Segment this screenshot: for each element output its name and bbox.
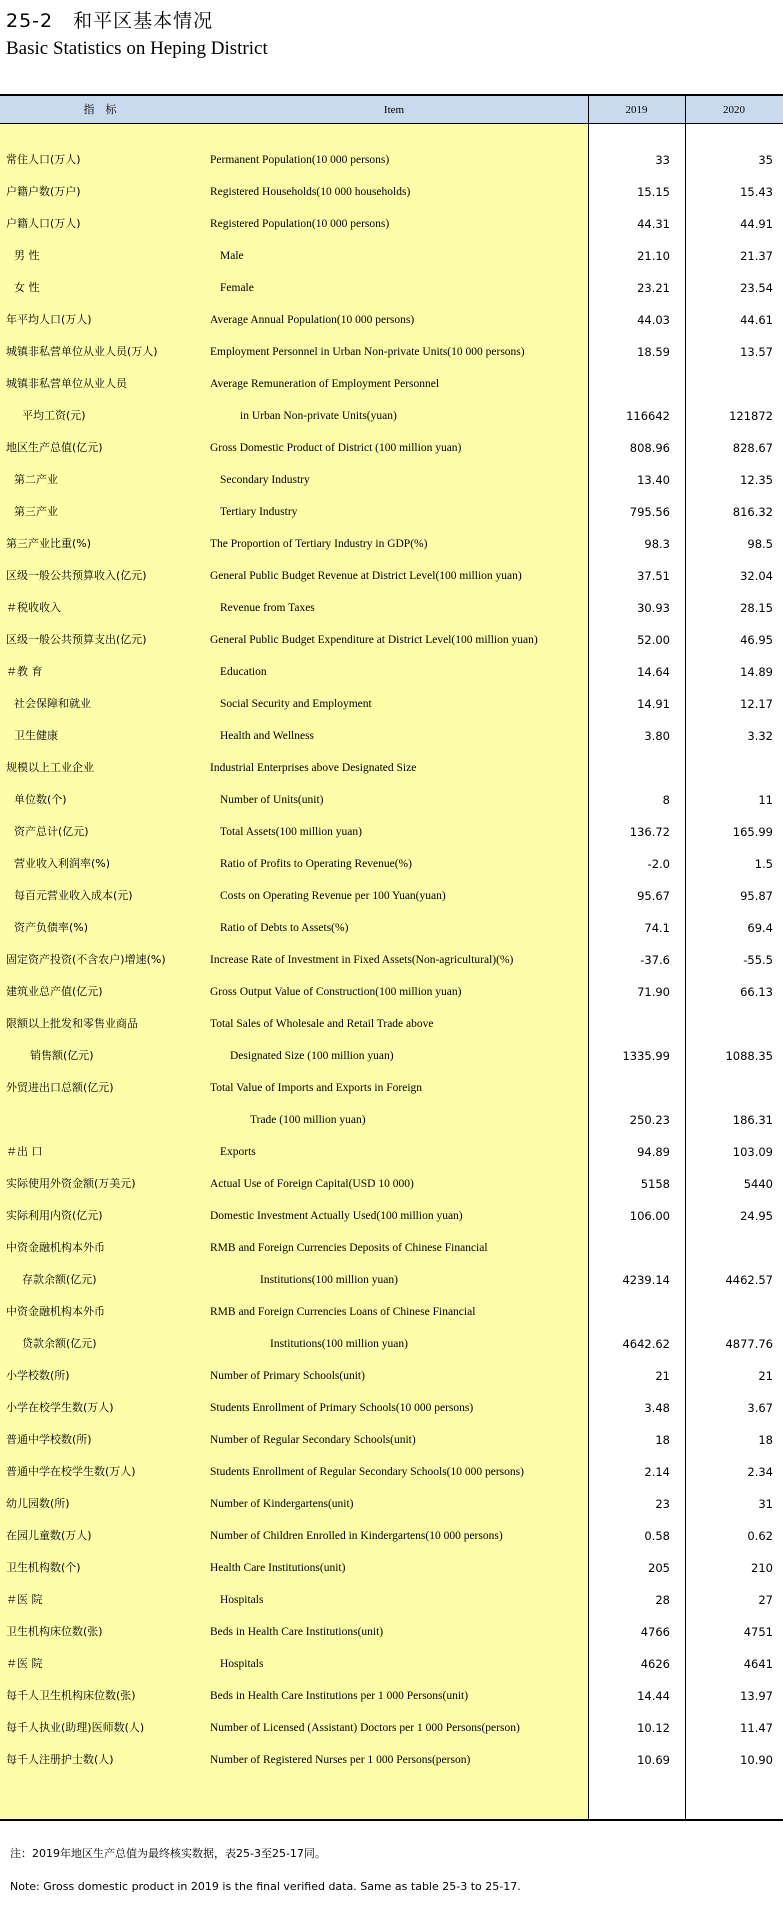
row-item-en: Students Enrollment of Primary Schools(10 000 persons) [210,1402,474,1414]
row-value-2019: 37.51 [637,569,670,583]
row-item-en: Health and Wellness [220,730,315,742]
row-value-2020: 2.34 [747,1465,773,1479]
row-item-en: General Public Budget Revenue at District Level(100 million yuan) [210,570,522,582]
row-value-2019: 30.93 [637,601,670,615]
row-value-2019: 5158 [640,1177,670,1191]
table-row [0,976,783,1008]
table-row [0,496,783,528]
row-item-en: Secondary Industry [220,474,310,486]
row-indicator-cn: 普通中学校数(所) [6,1433,92,1446]
row-value-2019: 14.44 [637,1689,670,1703]
row-value-2020: 0.62 [747,1529,773,1543]
row-value-2019: 21.10 [637,249,670,263]
table-row [0,752,783,784]
table-body [0,124,783,1821]
row-indicator-cn: ＃税收收入 [6,601,61,614]
row-item-en: Industrial Enterprises above Designated Size [210,762,417,774]
row-value-2020: 35 [758,153,773,167]
row-value-2020: 13.97 [740,1689,773,1703]
table-row [0,400,783,432]
row-item-en: Number of Licensed (Assistant) Doctors per 1 000 Persons(person) [210,1722,520,1734]
row-indicator-cn: 幼儿园数(所) [6,1497,70,1510]
table-row [0,560,783,592]
row-value-2020: 95.87 [740,889,773,903]
row-indicator-cn: 每千人卫生机构床位数(张) [6,1689,136,1702]
row-item-en: Number of Primary Schools(unit) [210,1370,365,1382]
row-value-2019: 4626 [640,1657,670,1671]
row-value-2019: -2.0 [647,857,670,871]
row-value-2019: 10.12 [637,1721,670,1735]
header-2020: 2020 [723,104,745,116]
row-item-en: Total Value of Imports and Exports in Foreign [210,1082,423,1094]
table-row [0,1232,783,1264]
row-indicator-cn: 资产总计(亿元) [14,825,89,838]
row-item-en: Institutions(100 million yuan) [270,1338,408,1350]
table-row [0,1424,783,1456]
row-value-2020: 12.35 [740,473,773,487]
table-row [0,464,783,496]
note-en: Note: Gross domestic product in 2019 is the final verified data. Same as table 25-3 to 25-17. [10,1880,521,1893]
table-row [0,1168,783,1200]
row-indicator-cn: 区级一般公共预算支出(亿元) [6,633,147,646]
table-row [0,1072,783,1104]
row-value-2019: 136.72 [629,825,670,839]
row-value-2020: 1.5 [754,857,773,871]
row-value-2020: 210 [751,1561,773,1575]
note-cn: 注：2019年地区生产总值为最终核实数据，表25-3至25-17同。 [10,1847,326,1860]
row-item-en: Employment Personnel in Urban Non-private Units(10 000 persons) [210,346,525,358]
row-indicator-cn: 中资金融机构本外币 [6,1305,105,1318]
row-value-2020: 31 [758,1497,773,1511]
header-indicator: 指 标 [83,103,117,116]
row-item-en: Costs on Operating Revenue per 100 Yuan(yuan) [220,890,446,902]
table-row [0,1584,783,1616]
row-item-en: Social Security and Employment [220,698,372,710]
row-item-en: Beds in Health Care Institutions per 1 000 Persons(unit) [210,1690,469,1702]
row-item-en: Actual Use of Foreign Capital(USD 10 000) [210,1178,414,1190]
row-item-en: Total Sales of Wholesale and Retail Trade above [210,1018,434,1030]
row-indicator-cn: 固定资产投资(不含农户)增速(%) [6,953,166,966]
row-value-2020: 69.4 [747,921,773,935]
row-value-2020: -55.5 [743,953,773,967]
table-row [0,368,783,400]
row-value-2019: 74.1 [644,921,670,935]
table-row [0,1744,783,1776]
row-value-2019: 33 [655,153,670,167]
row-value-2020: 816.32 [732,505,773,519]
table-row [0,592,783,624]
row-item-en: RMB and Foreign Currencies Deposits of Chinese Financial [210,1242,488,1254]
row-indicator-cn: 每百元营业收入成本(元) [14,889,133,902]
row-item-en: Institutions(100 million yuan) [260,1274,398,1286]
row-value-2019: 23 [655,1497,670,1511]
row-value-2019: 250.23 [629,1113,670,1127]
row-value-2019: 1335.99 [622,1049,670,1063]
row-indicator-cn: 常住人口(万人) [6,153,81,166]
row-indicator-cn: 实际使用外资金额(万美元) [6,1177,136,1190]
table-row [0,176,783,208]
row-indicator-cn: 在园儿童数(万人) [6,1529,92,1542]
row-value-2020: 23.54 [740,281,773,295]
table-row [0,1104,783,1136]
row-indicator-cn: 平均工资(元) [22,409,86,422]
row-value-2020: 4462.57 [725,1273,773,1287]
row-value-2020: 44.61 [740,313,773,327]
table-header [0,94,783,124]
row-value-2019: 44.03 [637,313,670,327]
row-value-2020: 4877.76 [725,1337,773,1351]
row-indicator-cn: ＃医 院 [6,1593,43,1606]
row-indicator-cn: 户籍户数(万户) [6,185,81,198]
row-item-en: Increase Rate of Investment in Fixed Assets(Non-agricultural)(%) [210,954,514,966]
row-indicator-cn: 中资金融机构本外币 [6,1241,105,1254]
table-row [0,624,783,656]
table-row [0,1008,783,1040]
row-item-en: Average Annual Population(10 000 persons) [210,314,415,326]
row-item-en: Hospitals [220,1658,264,1670]
row-item-en: Domestic Investment Actually Used(100 million yuan) [210,1210,463,1222]
row-value-2019: 808.96 [629,441,670,455]
table-row [0,1680,783,1712]
row-indicator-cn: 第三产业 [14,505,58,518]
row-item-en: Permanent Population(10 000 persons) [210,154,390,166]
row-indicator-cn: 营业收入利润率(%) [14,857,111,870]
row-item-en: Number of Children Enrolled in Kindergartens(10 000 persons) [210,1530,503,1542]
row-value-2019: 116642 [626,409,670,423]
row-item-en: Average Remuneration of Employment Personnel [210,378,440,390]
row-value-2020: 103.09 [732,1145,773,1159]
row-indicator-cn: 单位数(个) [14,793,67,806]
row-value-2020: 14.89 [740,665,773,679]
table-row [0,1456,783,1488]
table-row [0,1360,783,1392]
row-item-en: General Public Budget Expenditure at District Level(100 million yuan) [210,634,538,646]
row-value-2020: 46.95 [740,633,773,647]
row-value-2019: 106.00 [629,1209,670,1223]
table-row [0,720,783,752]
row-item-en: Designated Size (100 million yuan) [230,1050,394,1062]
table-row [0,1712,783,1744]
header-item: Item [383,104,405,116]
row-indicator-cn: 第二产业 [14,473,58,486]
row-value-2019: 94.89 [637,1145,670,1159]
row-indicator-cn: 男 性 [14,249,40,262]
table-row [0,336,783,368]
table-row [0,1136,783,1168]
row-value-2020: 5440 [743,1177,773,1191]
row-value-2019: 52.00 [637,633,670,647]
row-value-2019: 4642.62 [622,1337,670,1351]
row-value-2019: 13.40 [637,473,670,487]
row-item-en: Registered Households(10 000 households) [210,186,411,198]
row-item-en: RMB and Foreign Currencies Loans of Chinese Financial [210,1306,476,1318]
row-indicator-cn: 区级一般公共预算收入(亿元) [6,569,147,582]
row-value-2019: 15.15 [637,185,670,199]
row-value-2019: 23.21 [637,281,670,295]
row-value-2020: 18 [758,1433,773,1447]
row-item-en: Number of Regular Secondary Schools(unit) [210,1434,416,1446]
row-value-2020: 24.95 [740,1209,773,1223]
row-item-en: Tertiary Industry [220,506,298,518]
row-indicator-cn: 卫生机构数(个) [6,1561,81,1574]
row-value-2020: 3.32 [747,729,773,743]
row-value-2019: 0.58 [644,1529,670,1543]
table-title-cn: 25-2 和平区基本情况 [6,10,214,32]
row-item-en: Female [220,282,254,294]
row-value-2019: 8 [662,793,670,807]
row-indicator-cn: 存款余额(亿元) [22,1273,97,1286]
row-item-en: Ratio of Debts to Assets(%) [220,922,349,934]
row-value-2020: 27 [758,1593,773,1607]
row-indicator-cn: 年平均人口(万人) [6,313,92,326]
row-item-en: Beds in Health Care Institutions(unit) [210,1626,384,1638]
row-item-en: Ratio of Profits to Operating Revenue(%) [220,858,412,870]
row-indicator-cn: 贷款余额(亿元) [22,1337,97,1350]
row-item-en: Exports [220,1146,256,1158]
row-indicator-cn: ＃医 院 [6,1657,43,1670]
row-value-2020: 1088.35 [725,1049,773,1063]
row-value-2019: 18.59 [637,345,670,359]
row-item-en: in Urban Non-private Units(yuan) [240,410,397,422]
row-value-2020: 44.91 [740,217,773,231]
row-value-2020: 10.90 [740,1753,773,1767]
table-row [0,656,783,688]
row-item-en: Male [220,250,244,262]
table-row [0,240,783,272]
row-item-en: Revenue from Taxes [220,602,315,614]
table-row [0,1552,783,1584]
row-value-2020: 121872 [729,409,773,423]
row-value-2019: 4766 [640,1625,670,1639]
row-indicator-cn: 每千人执业(助理)医师数(人) [6,1721,145,1734]
row-item-en: Number of Kindergartens(unit) [210,1498,354,1510]
row-value-2020: 66.13 [740,985,773,999]
row-value-2019: 14.64 [637,665,670,679]
table-row [0,432,783,464]
row-value-2020: 3.67 [747,1401,773,1415]
row-value-2020: 32.04 [740,569,773,583]
row-indicator-cn: ＃教 育 [6,665,43,678]
table-row [0,528,783,560]
table-row [0,848,783,880]
row-value-2019: 95.67 [637,889,670,903]
row-indicator-cn: ＃出 口 [6,1145,43,1158]
row-indicator-cn: 户籍人口(万人) [6,217,81,230]
row-value-2019: 21 [655,1369,670,1383]
table-row [0,880,783,912]
row-indicator-cn: 女 性 [14,281,40,294]
row-value-2019: 2.14 [644,1465,670,1479]
table-title-en: Basic Statistics on Heping District [6,38,268,59]
row-value-2019: 14.91 [637,697,670,711]
table-rows [0,144,783,1776]
row-value-2019: 205 [648,1561,670,1575]
table-row [0,816,783,848]
row-value-2020: 186.31 [732,1113,773,1127]
table-row [0,1392,783,1424]
row-item-en: Health Care Institutions(unit) [210,1562,346,1574]
table-row [0,208,783,240]
table-row [0,1648,783,1680]
row-value-2019: 10.69 [637,1753,670,1767]
row-value-2019: -37.6 [640,953,670,967]
row-value-2020: 13.57 [740,345,773,359]
header-2019: 2019 [625,104,648,116]
row-item-en: Number of Registered Nurses per 1 000 Persons(person) [210,1754,471,1766]
table-row [0,1200,783,1232]
row-value-2020: 98.5 [747,537,773,551]
row-value-2020: 21.37 [740,249,773,263]
row-item-en: Registered Population(10 000 persons) [210,218,390,230]
row-value-2019: 28 [655,1593,670,1607]
row-indicator-cn: 地区生产总值(亿元) [6,441,103,454]
row-value-2020: 4751 [743,1625,773,1639]
row-indicator-cn: 销售额(亿元) [30,1049,94,1062]
statistics-table [0,94,783,1821]
row-indicator-cn: 城镇非私营单位从业人员(万人) [6,345,158,358]
row-indicator-cn: 资产负债率(%) [14,921,89,934]
row-value-2019: 71.90 [637,985,670,999]
table-row [0,144,783,176]
row-value-2020: 12.17 [740,697,773,711]
row-value-2020: 828.67 [732,441,773,455]
row-item-en: Number of Units(unit) [220,794,324,806]
row-value-2019: 44.31 [637,217,670,231]
row-item-en: Gross Domestic Product of District (100 million yuan) [210,442,462,454]
row-value-2019: 18 [655,1433,670,1447]
table-row [0,1040,783,1072]
row-indicator-cn: 普通中学在校学生数(万人) [6,1465,136,1478]
table-row [0,1328,783,1360]
row-item-en: Hospitals [220,1594,264,1606]
row-item-en: Students Enrollment of Regular Secondary Schools(10 000 persons) [210,1466,524,1478]
table-row [0,1520,783,1552]
table-row [0,304,783,336]
row-value-2020: 165.99 [732,825,773,839]
table-row [0,272,783,304]
row-item-en: The Proportion of Tertiary Industry in GDP(%) [210,538,428,550]
row-indicator-cn: 卫生机构床位数(张) [6,1625,103,1638]
row-value-2020: 11 [758,793,773,807]
row-indicator-cn: 卫生健康 [14,729,58,742]
row-value-2019: 795.56 [629,505,670,519]
row-indicator-cn: 限额以上批发和零售业商品 [6,1017,138,1030]
row-indicator-cn: 小学在校学生数(万人) [6,1401,114,1414]
row-value-2019: 4239.14 [622,1273,670,1287]
row-indicator-cn: 第三产业比重(%) [6,537,92,550]
table-row [0,1296,783,1328]
row-value-2020: 11.47 [740,1721,773,1735]
row-value-2020: 28.15 [740,601,773,615]
table-row [0,912,783,944]
row-item-en: Education [220,666,267,678]
table-row [0,1264,783,1296]
row-value-2019: 3.80 [644,729,670,743]
row-item-en: Trade (100 million yuan) [250,1114,366,1126]
row-indicator-cn: 每千人注册护士数(人) [6,1753,114,1766]
row-value-2020: 4641 [743,1657,773,1671]
table-row [0,1488,783,1520]
row-value-2019: 3.48 [644,1401,670,1415]
row-item-en: Total Assets(100 million yuan) [220,826,362,838]
row-indicator-cn: 小学校数(所) [6,1369,70,1382]
row-value-2020: 21 [758,1369,773,1383]
row-indicator-cn: 实际利用内资(亿元) [6,1209,103,1222]
row-item-en: Gross Output Value of Construction(100 million yuan) [210,986,462,998]
row-indicator-cn: 城镇非私营单位从业人员 [6,377,127,390]
row-value-2019: 98.3 [644,537,670,551]
row-indicator-cn: 建筑业总产值(亿元) [6,985,103,998]
table-row [0,944,783,976]
table-row [0,784,783,816]
row-value-2020: 15.43 [740,185,773,199]
row-indicator-cn: 外贸进出口总额(亿元) [6,1081,114,1094]
table-row [0,1616,783,1648]
table-row [0,688,783,720]
row-indicator-cn: 规模以上工业企业 [6,761,94,774]
row-indicator-cn: 社会保障和就业 [14,697,91,710]
